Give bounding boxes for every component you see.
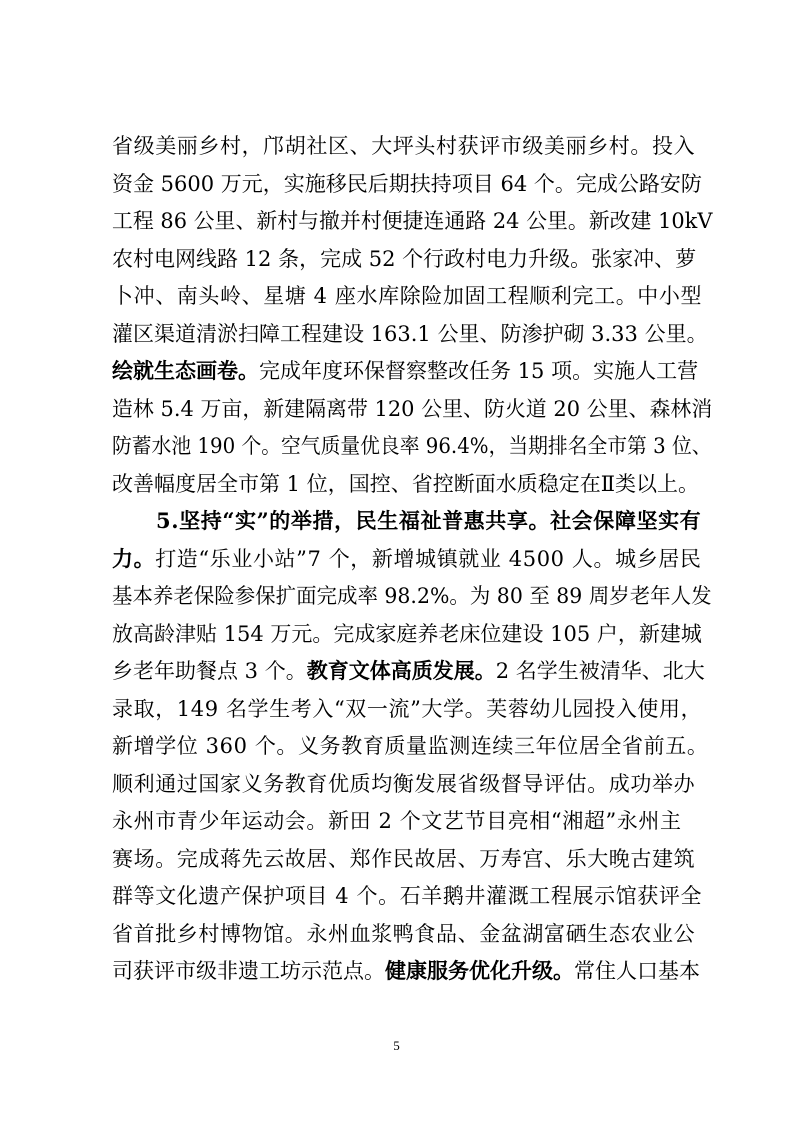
text-segment: 完成年度环保督察整改任务 15 项。实施人工营 <box>259 359 699 383</box>
text-segment: 新增学位 360 个。义务教育质量监测连续三年位居全省前五。 <box>112 734 709 758</box>
text-line <box>112 619 712 649</box>
text-line <box>112 544 712 574</box>
text-segment: 赛场。完成蒋先云故居、郑作民故居、万寿宫、乐大晚古建筑 <box>112 847 696 871</box>
text-line <box>112 281 712 311</box>
bold-heading-segment: 绘就生态画卷。 <box>112 358 259 383</box>
text-line <box>112 319 712 349</box>
text-line <box>112 581 712 611</box>
text-line <box>112 881 712 911</box>
text-segment: 卜冲、南头岭、星塘 4 座水库除险加固工程顺利完工。中小型 <box>112 284 703 308</box>
text-segment: 改善幅度居全市第 1 位，国控、省控断面水质稳定在Ⅱ类以上。 <box>112 472 699 496</box>
page-number: 5 <box>393 1038 400 1053</box>
text-segment: 省首批乡村博物馆。永州血浆鸭食品、金盆湖富硒生态农业公 <box>112 922 696 946</box>
text-segment: 防蓄水池 190 个。空气质量优良率 96.4%，当期排名全市第 3 位、 <box>112 434 712 458</box>
text-line <box>112 919 712 949</box>
text-line <box>112 394 713 424</box>
text-segment: 农村电网线路 12 条，完成 52 个行政村电力升级。张家冲、萝 <box>112 247 697 271</box>
text-line <box>112 844 712 874</box>
text-segment: 常住人口基本 <box>574 959 700 983</box>
text-segment: 工程 86 公里、新村与撤并村便捷连通路 24 公里。新改建 10kV <box>112 209 713 233</box>
text-segment: 基本养老保险参保扩面完成率 98.2%。为 80 至 89 周岁老年人发 <box>112 584 712 608</box>
text-line <box>112 694 712 724</box>
text-segment: 顺利通过国家义务教育优质均衡发展省级督导评估。成功举办 <box>112 772 696 796</box>
text-line <box>112 206 713 236</box>
text-segment: 2 名学生被清华、北大 <box>495 659 705 683</box>
text-line <box>112 469 712 499</box>
text-line <box>112 731 712 761</box>
text-segment: 资金 5600 万元，实施移民后期扶持项目 64 个。完成公路安防 <box>112 172 702 196</box>
text-segment: 省级美丽乡村，邝胡社区、大坪头村获评市级美丽乡村。投入 <box>112 134 696 158</box>
text-line <box>112 431 712 461</box>
text-line <box>112 356 712 386</box>
text-segment: 放高龄津贴 154 万元。完成家庭养老床位建设 105 户，新建城 <box>112 622 702 646</box>
text-segment: 群等文化遗产保护项目 4 个。石羊鹅井灌溉工程展示馆获评全 <box>112 884 703 908</box>
text-line <box>112 956 712 986</box>
text-line <box>112 806 712 836</box>
text-segment: 打造“乐业小站”7 个，新增城镇就业 4500 人。城乡居民 <box>155 547 702 571</box>
text-line <box>112 656 712 686</box>
text-segment: 灌区渠道清淤扫障工程建设 163.1 公里、防渗护砌 3.33 公里。 <box>112 322 708 346</box>
bold-heading-segment: 教育文体高质发展。 <box>306 658 496 683</box>
text-line <box>112 169 712 199</box>
bold-heading-segment: 健康服务优化升级。 <box>385 958 574 983</box>
text-segment: 司获评市级非遗工坊示范点。 <box>112 959 385 983</box>
text-segment: 造林 5.4 万亩，新建隔离带 120 公里、防火道 20 公里、森林消 <box>112 397 713 421</box>
text-line <box>112 244 712 274</box>
bold-heading-segment: 力。 <box>112 546 156 571</box>
text-segment: 录取，149 名学生考入“双一流”大学。芙蓉幼儿园投入使用， <box>112 697 703 721</box>
bold-heading-segment: 5.坚持“实”的举措，民生福祉普惠共享。社会保障坚实有 <box>156 508 702 533</box>
text-segment: 永州市青少年运动会。新田 2 个文艺节目亮相“湘超”永州主 <box>112 809 682 833</box>
section-heading-line <box>156 506 712 536</box>
text-line <box>112 769 712 799</box>
text-line <box>112 131 712 161</box>
text-segment: 乡老年助餐点 3 个。 <box>112 659 307 683</box>
